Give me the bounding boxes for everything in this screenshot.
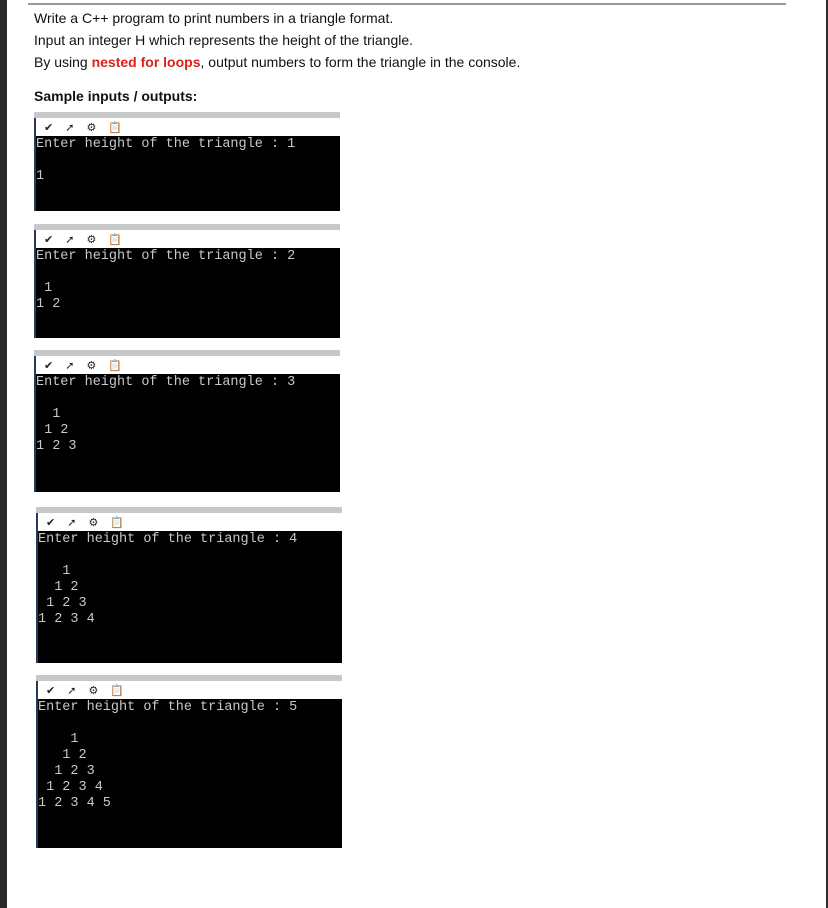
chevron-down-icon[interactable]: ✔	[46, 684, 56, 697]
console-result: 1 1 2 1 2 3 1 2 3 4	[38, 564, 95, 627]
top-rule	[28, 3, 786, 5]
clipboard-icon[interactable]: 📋	[108, 121, 123, 134]
gear-icon[interactable]: ⚙	[86, 359, 97, 372]
console-output	[34, 248, 340, 338]
console-output	[34, 136, 340, 211]
chevron-down-icon[interactable]: ✔	[46, 516, 56, 529]
gear-icon[interactable]: ⚙	[86, 121, 97, 134]
instructions	[34, 7, 520, 107]
console-output	[36, 531, 342, 663]
console-toolbar	[36, 681, 342, 699]
chevron-down-icon[interactable]: ✔	[44, 121, 54, 134]
console-prompt: Enter height of the triangle : 1	[36, 137, 296, 152]
text: By using	[34, 54, 92, 70]
clipboard-icon[interactable]: 📋	[108, 359, 123, 372]
expand-icon[interactable]: ➚	[65, 233, 75, 246]
chevron-down-icon[interactable]: ✔	[44, 359, 54, 372]
highlight-text: nested for loops	[91, 54, 201, 70]
text: , output numbers to form the triangle in the console.	[200, 54, 521, 70]
console-toolbar	[34, 118, 340, 136]
expand-icon[interactable]: ➚	[65, 121, 75, 134]
clipboard-icon[interactable]: 📋	[110, 516, 125, 529]
sample-heading: Sample inputs / outputs:	[34, 88, 198, 104]
console-prompt: Enter height of the triangle : 5	[38, 700, 298, 715]
console-output	[36, 699, 342, 848]
gear-icon[interactable]: ⚙	[88, 684, 99, 697]
instruction-line-1: Write a C++ program to print numbers in a triangle format.	[34, 10, 394, 26]
left-border	[0, 0, 7, 908]
console-window-1	[34, 112, 340, 211]
chevron-down-icon[interactable]: ✔	[44, 233, 54, 246]
gear-icon[interactable]: ⚙	[88, 516, 99, 529]
clipboard-icon[interactable]: 📋	[110, 684, 125, 697]
clipboard-icon[interactable]: 📋	[108, 233, 123, 246]
console-toolbar	[34, 230, 340, 248]
instruction-line-2: Input an integer H which represents the height of the triangle.	[34, 32, 414, 48]
console-result: 1 1 2 1 2 3 1 2 3 4 1 2 3 4 5	[38, 732, 111, 811]
instruction-line-3	[34, 51, 520, 73]
console-window-4	[36, 507, 342, 663]
console-result: 1 1 2	[36, 281, 61, 312]
console-toolbar	[34, 356, 340, 374]
expand-icon[interactable]: ➚	[67, 516, 77, 529]
console-prompt: Enter height of the triangle : 3	[36, 375, 296, 390]
console-result: 1	[36, 169, 45, 184]
console-window-3	[34, 350, 340, 492]
console-toolbar	[36, 513, 342, 531]
expand-icon[interactable]: ➚	[67, 684, 77, 697]
console-output	[34, 374, 340, 492]
console-result: 1 1 2 1 2 3	[36, 407, 77, 454]
console-window-2	[34, 224, 340, 338]
gear-icon[interactable]: ⚙	[86, 233, 97, 246]
console-window-5	[36, 675, 342, 848]
console-prompt: Enter height of the triangle : 2	[36, 249, 296, 264]
console-prompt: Enter height of the triangle : 4	[38, 532, 298, 547]
expand-icon[interactable]: ➚	[65, 359, 75, 372]
